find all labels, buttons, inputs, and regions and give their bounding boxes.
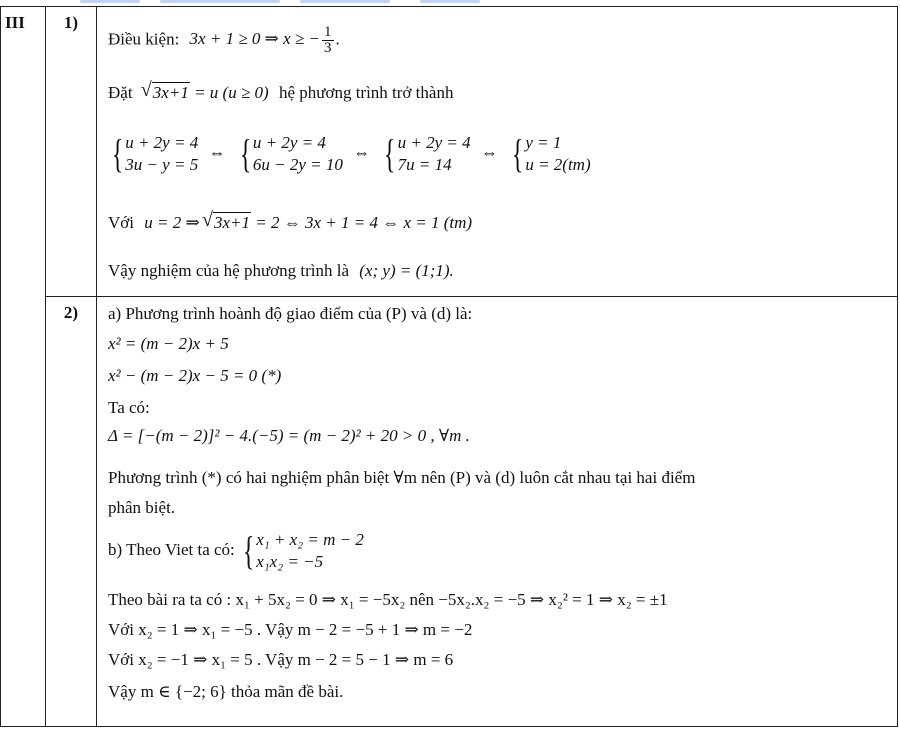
substitution-line [108, 82, 453, 104]
ta-co-label: Ta có: [108, 398, 150, 417]
delta-line: Δ = [−(m − 2)]² − 4.(−5) = (m − 2)² + 20 > 0 , ∀m . [108, 426, 470, 445]
viet-system: { x₁ + x₂ = m − 2 x₁x₂ = −5 [242, 528, 364, 573]
part1-content [97, 7, 898, 297]
sqrt-radicand-2: 3x+1 [213, 213, 250, 232]
system-1: { u + 2y = 4 3u − y = 5 [111, 131, 199, 176]
conclusion-line-2: phân biệt. [108, 498, 176, 517]
final-answer: Vậy m ∈ {−2; 6} thỏa mãn đề bài. [108, 682, 344, 701]
viet-row2: x₁x₂ = −5 [256, 552, 324, 571]
viet-line [108, 529, 364, 573]
part-label: 1) [63, 13, 79, 32]
equation-2: x² − (m − 2)x − 5 = 0 (*) [108, 366, 282, 385]
sys3-row1: u + 2y = 4 [397, 133, 471, 152]
answer-expr: (x; y) = (1;1). [359, 261, 454, 280]
solution-table [0, 6, 898, 727]
sqrt-radicand: 3x+1 [152, 83, 189, 102]
system-chain [108, 132, 591, 176]
with-u-line [108, 212, 472, 234]
part-a-intro: a) Phương trình hoành độ giao điểm của (P) và (d) là: [108, 304, 473, 323]
equiv-symbol: ⇔ [208, 142, 226, 162]
equation-1: x² = (m − 2)x + 5 [108, 334, 229, 353]
sub-mid: = u (u ≥ 0) [194, 83, 269, 102]
section-label-cell [1, 7, 46, 727]
sys1-row2: 3u − y = 5 [125, 155, 199, 174]
part-b-intro: b) Theo Viet ta có: [108, 539, 235, 559]
condition-prefix: Điều kiện: [108, 29, 180, 49]
sys2-row1: u + 2y = 4 [252, 133, 326, 152]
case-1-line: Với x₂ = 1 ⇒ x₁ = −5 . Vậy m − 2 = −5 + 1 ⇒ m = −2 [108, 620, 473, 639]
answer-line [108, 260, 454, 282]
part-label-cell [46, 297, 97, 727]
sys3-row2: 7u = 14 [397, 155, 452, 174]
viet-row1: x₁ + x₂ = m − 2 [256, 530, 364, 549]
condition-expr: 3x + 1 ≥ 0 ⇒ x ≥ − [189, 29, 320, 49]
sys2-row2: 6u − 2y = 10 [252, 155, 343, 174]
equiv-symbol: ⇔ [353, 142, 371, 162]
answer-prefix: Vậy nghiệm của hệ phương trình là [108, 261, 350, 280]
sys4-row2: u = 2(tm) [525, 155, 591, 174]
with-expr-a: u = 2 ⇒ [144, 213, 200, 232]
with-prefix: Với [108, 213, 134, 232]
sqrt-expr-2 [204, 212, 251, 234]
system-4: { y = 1 u = 2(tm) [511, 131, 591, 176]
conclusion-line-1: Phương trình (*) có hai nghiệm phân biệt ∀m nên (P) và (d) luôn cắt nhau tại hai điểm [108, 468, 696, 487]
equiv-symbol: ⇔ [480, 142, 498, 162]
section-label: III [5, 13, 25, 32]
sys1-row1: u + 2y = 4 [125, 133, 199, 152]
sys4-row1: y = 1 [525, 133, 562, 152]
sub-prefix: Đặt [108, 83, 133, 102]
system-2: { u + 2y = 4 6u − 2y = 10 [239, 131, 343, 176]
fraction-one-third [322, 25, 334, 56]
condition-end: . [335, 29, 340, 49]
frac-den: 3 [324, 40, 332, 56]
part2-content [97, 297, 898, 727]
case-2-line: Với x₂ = −1 ⇒ x₁ = 5 . Vậy m − 2 = 5 − 1 ⇒ m = 6 [108, 650, 454, 669]
top-edge-artifact [0, 0, 900, 5]
with-expr-b: = 2 ⇔ 3x + 1 = 4 ⇔ x = 1 (tm) [255, 213, 473, 232]
system-3: { u + 2y = 4 7u = 14 [384, 131, 471, 176]
part-label-cell [46, 7, 97, 297]
sub-suffix: hệ phương trình trở thành [278, 83, 454, 102]
condition-derivation: Theo bài ra ta có : x₁ + 5x₂ = 0 ⇒ x₁ = −5x₂ nên −5x₂.x₂ = −5 ⇒ x₂² = 1 ⇒ x₂ = ±1 [108, 590, 668, 609]
part-label: 2) [63, 303, 79, 322]
frac-num: 1 [324, 24, 332, 40]
condition-line [108, 25, 340, 56]
sqrt-expr [143, 82, 190, 104]
